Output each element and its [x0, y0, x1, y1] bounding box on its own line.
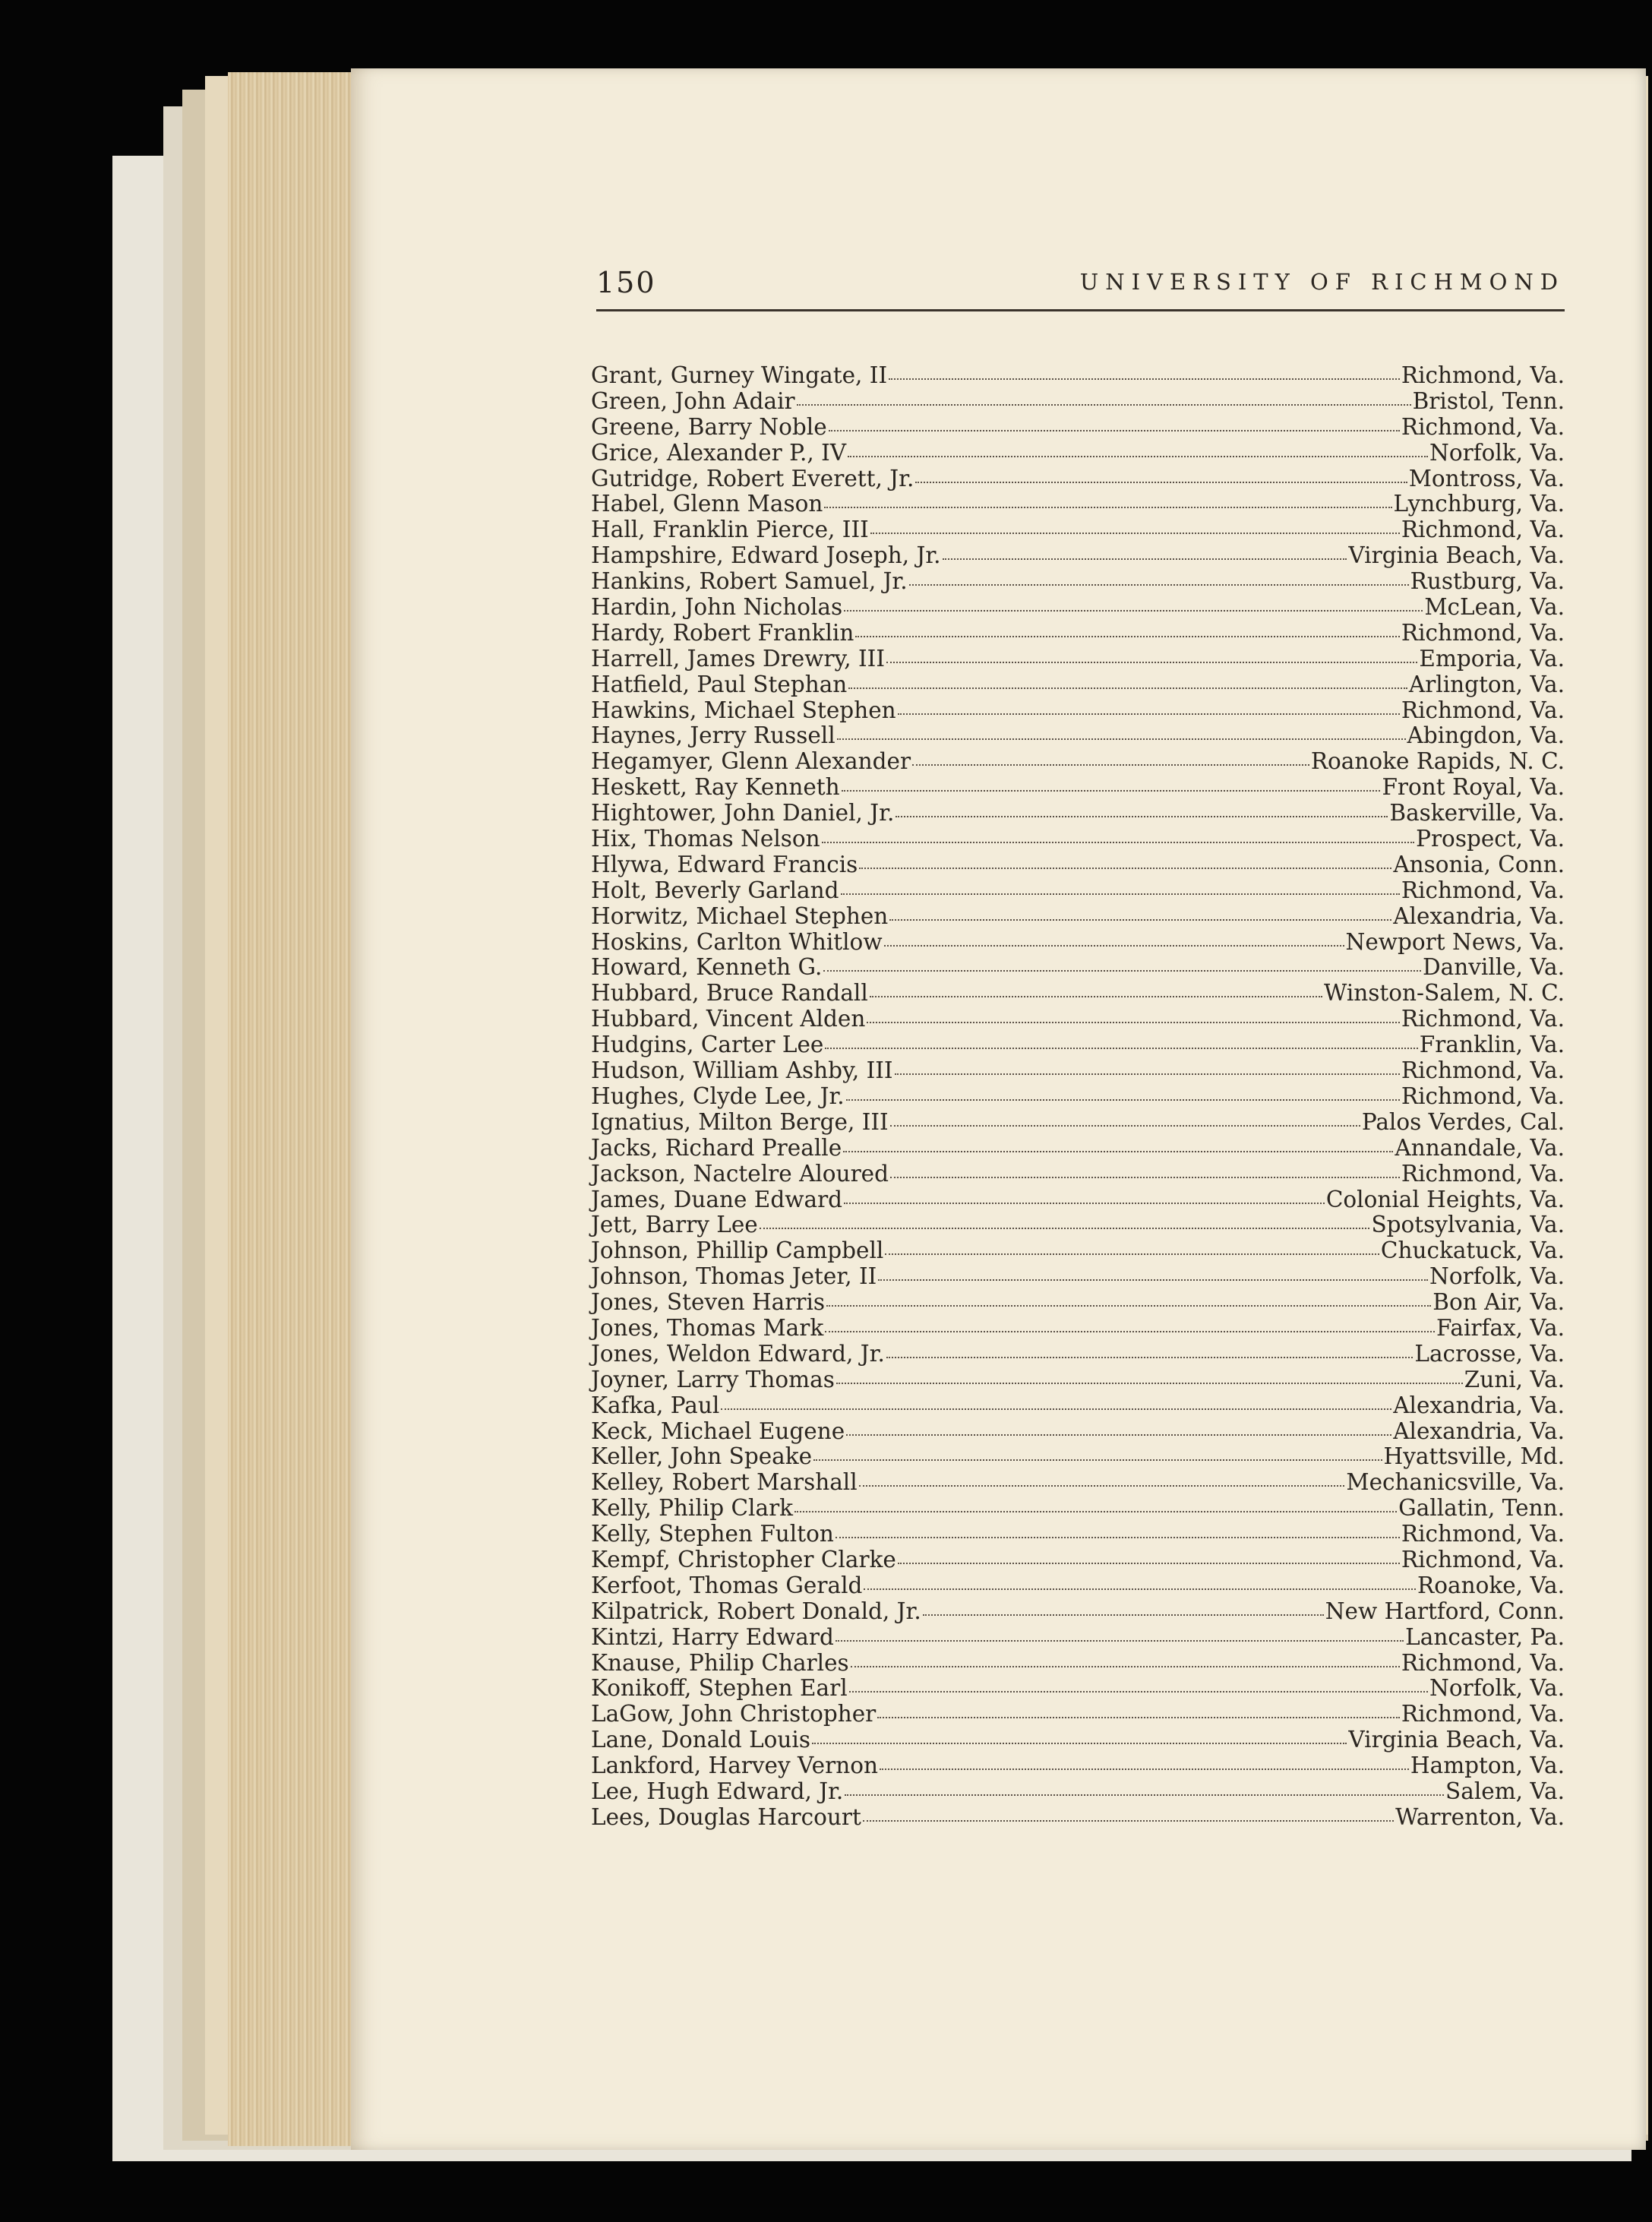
hometown: Salem, Va.: [1445, 1778, 1565, 1804]
dot-leader: [835, 1537, 1400, 1538]
hometown: Emporia, Va.: [1419, 645, 1565, 672]
list-item: [591, 1470, 1565, 1496]
hometown: Abingdon, Va.: [1407, 722, 1565, 749]
hometown: Baskerville, Va.: [1389, 800, 1565, 827]
student-name: Kerfoot, Thomas Gerald: [591, 1572, 863, 1598]
hometown: Richmond, Va.: [1401, 697, 1565, 723]
list-item: [591, 389, 1565, 415]
hometown: Richmond, Va.: [1401, 1006, 1565, 1032]
dot-leader: [844, 1203, 1325, 1204]
dot-leader: [895, 816, 1388, 817]
header-rule: [596, 309, 1565, 311]
dot-leader: [846, 1099, 1400, 1101]
list-item: [591, 1007, 1565, 1032]
dot-leader: [880, 1768, 1409, 1770]
dot-leader: [898, 1563, 1400, 1564]
student-name: Lane, Donald Louis: [591, 1727, 811, 1753]
dot-leader: [890, 1177, 1400, 1178]
hometown: Alexandria, Va.: [1393, 1418, 1565, 1444]
list-item: [591, 1676, 1565, 1702]
dot-leader: [721, 1408, 1391, 1410]
student-name: Hampshire, Edward Joseph, Jr.: [591, 542, 941, 569]
dot-leader: [844, 610, 1423, 612]
hometown: Hyattsville, Md.: [1383, 1443, 1565, 1470]
dot-leader: [837, 738, 1406, 740]
dot-leader: [877, 1717, 1400, 1718]
hometown: Bristol, Tenn.: [1412, 387, 1565, 414]
student-name: Hardy, Robert Franklin: [591, 619, 854, 646]
hometown: Chuckatuck, Va.: [1380, 1237, 1565, 1264]
hometown: Newport News, Va.: [1345, 928, 1565, 955]
hometown: Lacrosse, Va.: [1414, 1340, 1565, 1367]
student-name: Harrell, James Drewry, III: [591, 645, 885, 672]
student-name: LaGow, John Christopher: [591, 1701, 877, 1727]
student-name: Hardin, John Nicholas: [591, 594, 843, 621]
hometown: Norfolk, Va.: [1429, 1263, 1565, 1290]
student-name: Green, John Adair: [591, 387, 795, 414]
hometown: Richmond, Va.: [1401, 619, 1565, 646]
hometown: Arlington, Va.: [1408, 671, 1565, 697]
list-item: [591, 1162, 1565, 1187]
list-item: [591, 1367, 1565, 1393]
list-item: [591, 595, 1565, 621]
dot-leader: [843, 1151, 1393, 1152]
student-name: Holt, Beverly Garland: [591, 877, 839, 903]
student-name: Kelly, Philip Clark: [591, 1495, 794, 1522]
hometown: Richmond, Va.: [1401, 1701, 1565, 1727]
hometown: Danville, Va.: [1423, 954, 1565, 981]
dot-leader: [867, 1022, 1400, 1023]
list-item: [591, 1316, 1565, 1342]
list-item: [591, 1110, 1565, 1136]
hometown: Franklin, Va.: [1419, 1032, 1565, 1058]
student-name: Hubbard, Vincent Alden: [591, 1006, 866, 1032]
hometown: Norfolk, Va.: [1429, 1675, 1565, 1702]
student-name: Gutridge, Robert Everett, Jr.: [591, 465, 914, 491]
hometown: Richmond, Va.: [1401, 1546, 1565, 1572]
dot-leader: [797, 404, 1411, 406]
student-name: Jones, Weldon Edward, Jr.: [591, 1340, 885, 1367]
hometown: Virginia Beach, Va.: [1348, 542, 1565, 569]
list-item: [591, 1805, 1565, 1831]
hometown: Spotsylvania, Va.: [1371, 1212, 1565, 1238]
student-name: Jacks, Richard Prealle: [591, 1134, 842, 1161]
hometown: Montross, Va.: [1408, 465, 1565, 491]
list-item: [591, 698, 1565, 724]
student-name: Kilpatrick, Robert Donald, Jr.: [591, 1598, 921, 1624]
student-name: Jackson, Nactelre Aloured: [591, 1160, 889, 1187]
student-name: Keller, John Speake: [591, 1443, 813, 1470]
list-item: [591, 517, 1565, 543]
student-name: Kempf, Christopher Clarke: [591, 1546, 896, 1572]
dot-leader: [878, 1279, 1428, 1281]
student-name: Hightower, John Daniel, Jr.: [591, 800, 895, 827]
dot-leader: [863, 1820, 1394, 1822]
student-name: Kelley, Robert Marshall: [591, 1469, 858, 1496]
book-page-edges: [228, 72, 357, 2146]
list-item: [591, 1212, 1565, 1238]
hometown: Fairfax, Va.: [1436, 1314, 1565, 1341]
student-name: Johnson, Thomas Jeter, II: [591, 1263, 877, 1290]
dot-leader: [855, 636, 1400, 637]
hometown: Richmond, Va.: [1401, 1083, 1565, 1109]
student-directory-list: [591, 363, 1565, 1831]
hometown: Palos Verdes, Cal.: [1361, 1108, 1565, 1135]
hometown: Bon Air, Va.: [1432, 1289, 1565, 1316]
hometown: Alexandria, Va.: [1393, 1392, 1565, 1418]
student-name: Jones, Steven Harris: [591, 1289, 826, 1316]
student-name: Hughes, Clyde Lee, Jr.: [591, 1083, 845, 1109]
student-name: Jones, Thomas Mark: [591, 1314, 824, 1341]
list-item: [591, 1547, 1565, 1573]
dot-leader: [886, 1357, 1414, 1358]
list-item: [591, 930, 1565, 956]
dot-leader: [848, 456, 1428, 457]
dot-leader: [859, 868, 1391, 869]
hometown: Richmond, Va.: [1401, 1521, 1565, 1547]
dot-leader: [848, 687, 1407, 689]
list-item: [591, 1651, 1565, 1677]
hometown: Lynchburg, Va.: [1393, 491, 1565, 517]
student-name: Greene, Barry Noble: [591, 413, 827, 440]
list-item: [591, 1264, 1565, 1290]
list-item: [591, 441, 1565, 466]
student-name: Hudson, William Ashby, III: [591, 1057, 893, 1084]
student-name: Konikoff, Stephen Earl: [591, 1675, 848, 1702]
list-item: [591, 775, 1565, 801]
dot-leader: [760, 1228, 1370, 1229]
hometown: Colonial Heights, Va.: [1325, 1186, 1565, 1212]
hometown: Richmond, Va.: [1401, 1160, 1565, 1187]
student-name: Hudgins, Carter Lee: [591, 1032, 824, 1058]
dot-leader: [923, 1614, 1324, 1616]
list-item: [591, 646, 1565, 672]
list-item: [591, 1058, 1565, 1084]
dot-leader: [823, 970, 1421, 972]
dot-leader: [890, 1125, 1360, 1127]
dot-leader: [813, 1459, 1382, 1461]
list-item: [591, 1727, 1565, 1753]
hometown: Ansonia, Conn.: [1393, 851, 1565, 877]
student-name: Ignatius, Milton Berge, III: [591, 1108, 889, 1135]
dot-leader: [864, 1588, 1416, 1590]
list-item: [591, 621, 1565, 646]
student-name: Hawkins, Michael Stephen: [591, 697, 896, 723]
dot-leader: [822, 842, 1414, 843]
hometown: Roanoke, Va.: [1417, 1572, 1565, 1598]
list-item: [591, 981, 1565, 1007]
dot-leader: [915, 482, 1407, 483]
hometown: Roanoke Rapids, N. C.: [1310, 748, 1565, 775]
list-item: [591, 1393, 1565, 1419]
hometown: Virginia Beach, Va.: [1348, 1727, 1565, 1753]
student-name: Heskett, Ray Kenneth: [591, 774, 840, 801]
student-name: Hegamyer, Glenn Alexander: [591, 748, 911, 775]
hometown: Norfolk, Va.: [1429, 439, 1565, 466]
list-item: [591, 491, 1565, 517]
student-name: Haynes, Jerry Russell: [591, 722, 835, 749]
student-name: Hatfield, Paul Stephan: [591, 671, 848, 697]
hometown: Hampton, Va.: [1410, 1753, 1565, 1779]
hometown: Lancaster, Pa.: [1405, 1623, 1565, 1650]
list-item: [591, 955, 1565, 981]
list-item: [591, 1599, 1565, 1625]
student-name: Kelly, Stephen Fulton: [591, 1521, 834, 1547]
dot-leader: [870, 996, 1322, 997]
list-item: [591, 1032, 1565, 1058]
student-name: Hubbard, Bruce Randall: [591, 980, 868, 1007]
student-name: Keck, Michael Eugene: [591, 1418, 845, 1444]
student-name: Hankins, Robert Samuel, Jr.: [591, 568, 908, 595]
student-name: Hlywa, Edward Francis: [591, 851, 858, 877]
dot-leader: [884, 945, 1344, 947]
list-item: [591, 1136, 1565, 1162]
list-item: [591, 415, 1565, 441]
dot-leader: [835, 1640, 1404, 1642]
student-name: Hix, Thomas Nelson: [591, 826, 820, 852]
hometown: Alexandria, Va.: [1393, 902, 1565, 929]
hometown: Gallatin, Tenn.: [1398, 1495, 1565, 1522]
hometown: McLean, Va.: [1424, 594, 1565, 621]
hometown: Richmond, Va.: [1401, 517, 1565, 543]
dot-leader: [870, 533, 1400, 534]
dot-leader: [912, 764, 1309, 766]
dot-leader: [886, 662, 1417, 663]
list-item: [591, 852, 1565, 878]
dot-leader: [895, 1073, 1400, 1075]
hometown: Richmond, Va.: [1401, 877, 1565, 903]
dot-leader: [846, 1434, 1391, 1436]
student-name: Kafka, Paul: [591, 1392, 720, 1418]
dot-leader: [842, 790, 1381, 792]
list-item: [591, 672, 1565, 698]
list-item: [591, 569, 1565, 595]
student-name: Lees, Douglas Harcourt: [591, 1803, 861, 1830]
dot-leader: [845, 1794, 1444, 1796]
list-item: [591, 1342, 1565, 1367]
list-item: [591, 1779, 1565, 1805]
list-item: [591, 1187, 1565, 1213]
list-item: [591, 904, 1565, 930]
dot-leader: [812, 1743, 1347, 1744]
hometown: Front Royal, Va.: [1382, 774, 1565, 801]
list-item: [591, 1084, 1565, 1110]
dot-leader: [851, 1666, 1400, 1667]
list-item: [591, 1522, 1565, 1547]
hometown: Richmond, Va.: [1401, 1649, 1565, 1676]
hometown: Prospect, Va.: [1416, 826, 1565, 852]
dot-leader: [859, 1485, 1345, 1487]
hometown: Zuni, Va.: [1464, 1366, 1565, 1392]
list-item: [591, 1625, 1565, 1651]
student-name: Lankford, Harvey Vernon: [591, 1753, 878, 1779]
student-name: Johnson, Phillip Campbell: [591, 1237, 884, 1264]
dot-leader: [885, 1253, 1379, 1255]
dot-leader: [898, 713, 1400, 715]
list-item: [591, 1419, 1565, 1445]
hometown: Richmond, Va.: [1401, 362, 1565, 388]
list-item: [591, 1573, 1565, 1599]
hometown: Richmond, Va.: [1401, 413, 1565, 440]
dot-leader: [829, 430, 1400, 431]
dot-leader: [849, 1691, 1428, 1693]
dot-leader: [889, 919, 1391, 921]
hometown: Annandale, Va.: [1395, 1134, 1565, 1161]
list-item: [591, 1753, 1565, 1779]
dot-leader: [825, 1048, 1417, 1049]
hometown: Richmond, Va.: [1401, 1057, 1565, 1084]
list-item: [591, 878, 1565, 904]
student-name: Hall, Franklin Pierce, III: [591, 517, 869, 543]
student-name: Grice, Alexander P., IV: [591, 439, 847, 466]
student-name: Habel, Glenn Mason: [591, 491, 823, 517]
list-item: [591, 1290, 1565, 1316]
student-name: Knause, Philip Charles: [591, 1649, 849, 1676]
student-name: James, Duane Edward: [591, 1186, 843, 1212]
dot-leader: [826, 1305, 1431, 1307]
dot-leader: [825, 1331, 1435, 1332]
list-item: [591, 749, 1565, 775]
dot-leader: [889, 378, 1400, 380]
student-name: Hoskins, Carlton Whitlow: [591, 928, 883, 955]
hometown: Winston-Salem, N. C.: [1324, 980, 1565, 1007]
page-number: 150: [596, 266, 656, 299]
student-name: Joyner, Larry Thomas: [591, 1366, 835, 1392]
list-item: [591, 363, 1565, 389]
list-item: [591, 827, 1565, 852]
page-header: [596, 266, 1565, 311]
hometown: New Hartford, Conn.: [1325, 1598, 1565, 1624]
list-item: [591, 1702, 1565, 1727]
dot-leader: [943, 558, 1347, 560]
student-name: Howard, Kenneth G.: [591, 954, 823, 981]
hometown: Rustburg, Va.: [1410, 568, 1565, 595]
student-name: Jett, Barry Lee: [591, 1212, 758, 1238]
student-name: Lee, Hugh Edward, Jr.: [591, 1778, 844, 1804]
list-item: [591, 1496, 1565, 1522]
list-item: [591, 801, 1565, 827]
list-item: [591, 723, 1565, 749]
dot-leader: [836, 1383, 1463, 1384]
student-name: Kintzi, Harry Edward: [591, 1623, 834, 1650]
hometown: Mechanicsville, Va.: [1346, 1469, 1565, 1496]
dot-leader: [841, 893, 1400, 895]
dot-leader: [909, 584, 1409, 586]
dot-leader: [794, 1511, 1397, 1512]
list-item: [591, 1444, 1565, 1470]
dot-leader: [824, 507, 1391, 508]
student-name: Grant, Gurney Wingate, II: [591, 362, 888, 388]
list-item: [591, 466, 1565, 492]
student-name: Horwitz, Michael Stephen: [591, 902, 889, 929]
list-item: [591, 1238, 1565, 1264]
hometown: Warrenton, Va.: [1395, 1803, 1565, 1830]
running-title: UNIVERSITY OF RICHMOND: [1079, 269, 1565, 295]
list-item: [591, 543, 1565, 569]
